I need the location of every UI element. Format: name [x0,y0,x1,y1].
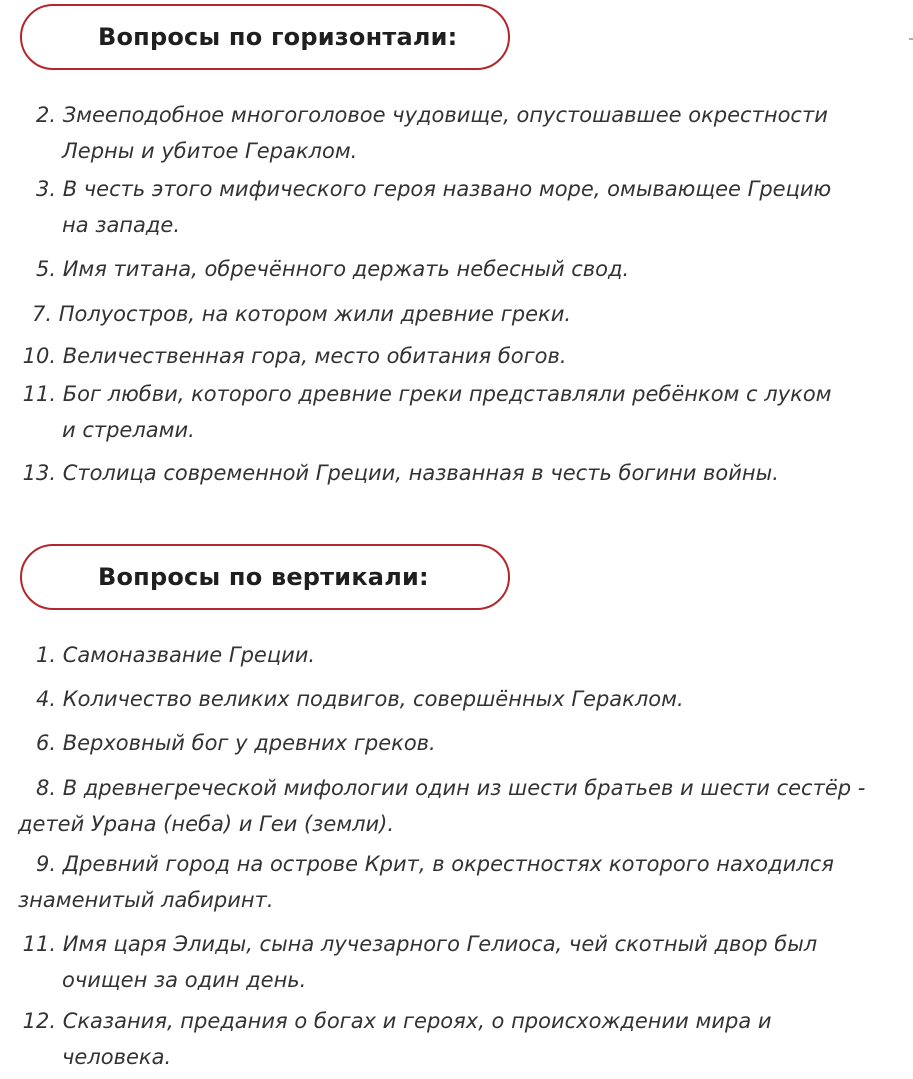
corner-mark [909,38,913,40]
question-h-5: 5. Имя титана, обречённого держать небесный свод. [35,257,630,281]
question-h-11: 11. Бог любви, которого древние греки представляли ребёнком с луком и стрелами. [22,382,832,442]
vertical-questions-title: Вопросы по вертикали: [98,563,429,591]
question-v-4: 4. Количество великих подвигов, совершённых Гераклом. [35,687,684,711]
question-v-6: 6. Верховный бог у древних греков. [35,731,436,755]
question-v-11: 11. Имя царя Элиды, сына лучезарного Гелиоса, чей скотный двор был очищен за один день. [22,932,818,992]
question-v-12: 12. Сказания, предания о богах и героях, о происхождении мира и человека. [22,1009,772,1069]
vertical-questions-header [20,544,510,610]
question-v-8: 8. В древнегреческой мифологии один из шести братьев и шести сестёр - детей Урана (неба) и Геи (земли). [18,776,866,836]
question-h-13: 13. Столица современной Греции, названная в честь богини войны. [22,461,779,485]
horizontal-questions-header [20,4,510,70]
question-h-2: 2. Змееподобное многоголовое чудовище, опустошавшее окрестности Лерны и убитое Гераклом. [35,103,828,163]
question-v-1: 1. Самоназвание Греции. [35,643,316,667]
horizontal-questions-title: Вопросы по горизонтали: [98,23,458,51]
question-v-9: 9. Древний город на острове Крит, в окрестностях которого находился знаменитый лабиринт. [18,852,834,912]
question-h-3: 3. В честь этого мифического героя названо море, омывающее Грецию на западе. [35,177,832,237]
question-h-10: 10. Величественная гора, место обитания богов. [22,344,567,368]
question-h-7: 7. Полуостров, на котором жили древние греки. [31,302,572,326]
